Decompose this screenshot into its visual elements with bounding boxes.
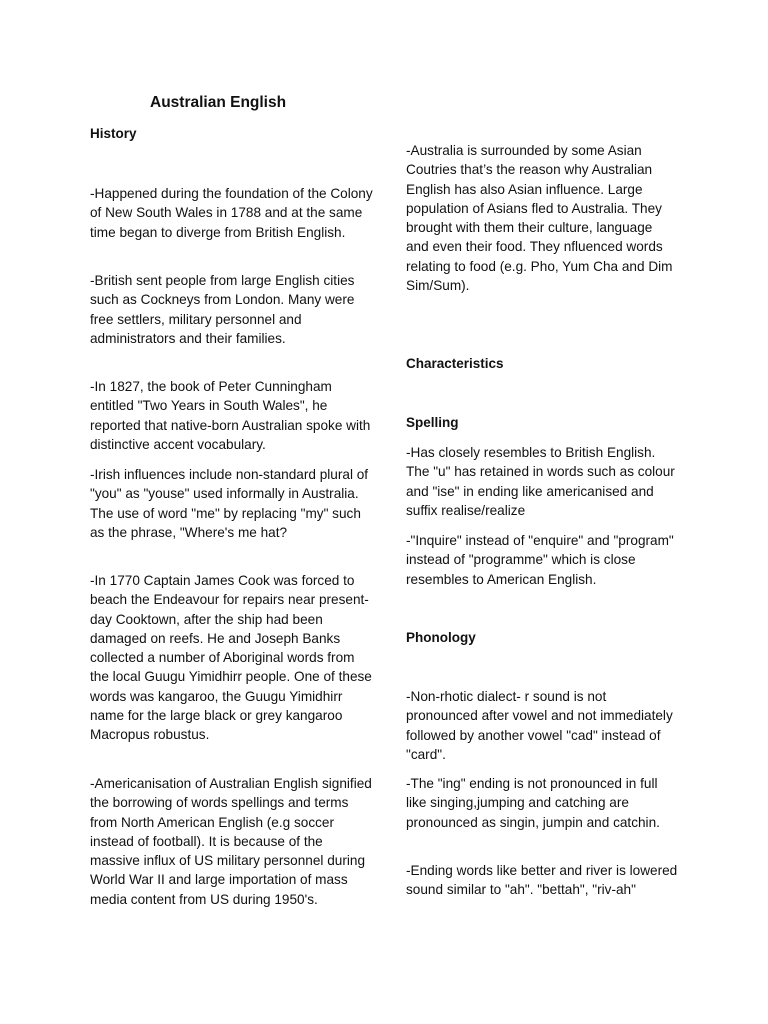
history-paragraph-cunningham: -In 1827, the book of Peter Cunningham entitled "Two Years in South Wales", he reported that native-born Australian spoke with distinctive accent vocabulary. xyxy=(90,379,371,452)
history-paragraph-irish: -Irish influences include non-standard plural of "you" as "youse" used informally in Australia. The use of word "me" by replacing "my" such as the phrase, "Where's me hat? xyxy=(90,467,369,540)
characteristics-heading: Characteristics xyxy=(406,356,504,371)
spelling-paragraph-inquire: -"Inquire" instead of "enquire" and "program" instead of "programme" which is close resembles to American English. xyxy=(406,533,674,587)
history-paragraph-americanisation: -Americanisation of Australian English signified the borrowing of words spellings and terms from North American English (e.g soccer instead of football). It is because of the massive influx of US military personnel during World War II and large importation of mass media content from US during 1950's. xyxy=(90,776,372,907)
phonology-paragraph-non-rhotic: -Non-rhotic dialect- r sound is not pronounced after vowel and not immediately followed by another vowel "cad" instead of "card". xyxy=(406,689,673,762)
history-paragraph-cook: -In 1770 Captain James Cook was forced to beach the Endeavour for repairs near present-day Cooktown, after the ship had been damaged on reefs. He and Joseph Banks collected a number of Aboriginal words from the local Guugu Yimidhirr people. One of these words was kangaroo, the Guugu Yimidhirr name for the large black or grey kangaroo Macropus robustus. xyxy=(90,573,372,743)
spelling-paragraph-british: -Has closely resembles to British English. The "u" has retained in words such as colour and "ise" in ending like americanised and suffix realise/realize xyxy=(406,445,675,518)
phonology-heading: Phonology xyxy=(406,630,476,645)
history-paragraph-asian: -Australia is surrounded by some Asian Coutries that’s the reason why Australian English has also Asian influence. Large population of Asians fled to Australia. They brought with them their culture, language and even their food. They nfluenced words relating to food (e.g. Pho, Yum Cha and Dim Sim/Sum). xyxy=(406,143,673,294)
document-title: Australian English xyxy=(150,94,287,111)
history-paragraph-settlers: -British sent people from large English cities such as Cockneys from London. Many were free settlers, military personnel and administrators and their families. xyxy=(90,273,355,346)
history-paragraph-foundation: -Happened during the foundation of the Colony of New South Wales in 1788 and at the same time began to diverge from British English. xyxy=(90,186,373,240)
phonology-paragraph-ending: -Ending words like better and river is lowered sound similar to "ah". "bettah", "riv-ah" xyxy=(406,863,678,898)
history-heading: History xyxy=(90,126,137,141)
spelling-heading: Spelling xyxy=(406,415,459,430)
phonology-paragraph-ing: -The "ing" ending is not pronounced in full like singing,jumping and catching are pronounced as singin, jumpin and catchin. xyxy=(406,776,660,830)
